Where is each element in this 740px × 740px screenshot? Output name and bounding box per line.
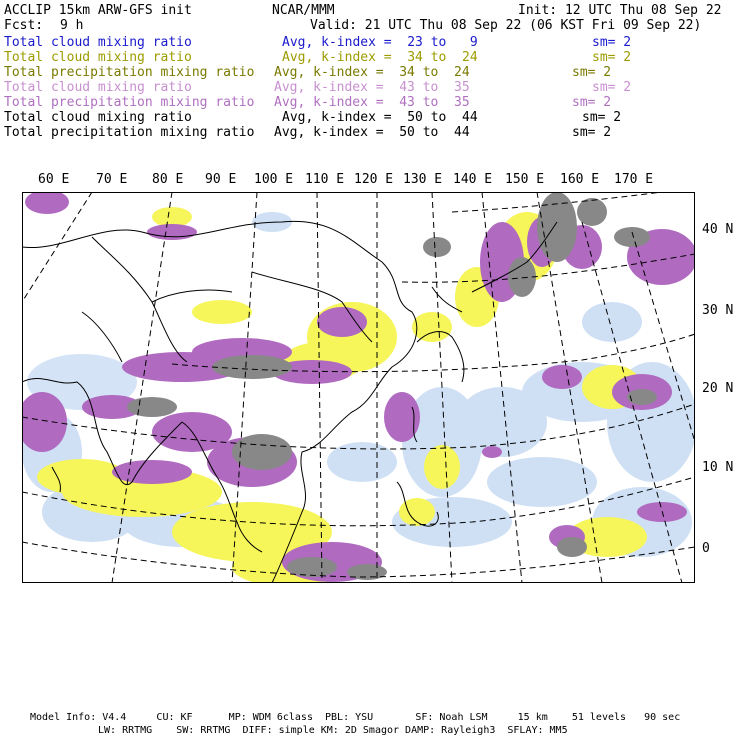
lon-label: 120 E	[354, 172, 394, 187]
legend-avg: Avg, k-index = 34 to 24	[274, 65, 470, 80]
legend-field-name: Total cloud mixing ratio	[4, 110, 192, 125]
legend-avg: Avg, k-index = 43 to 35	[274, 95, 470, 110]
model-info: Model Info: V4.4 CU: KF MP: WDM 6class PBL: YSU SF: Noah LSM 15 km 51 levels 90 sec	[30, 712, 681, 723]
legend-avg: Avg, k-index = 43 to 35	[274, 80, 470, 95]
legend-avg: Avg, k-index = 50 to 44	[282, 110, 478, 125]
legend-row	[4, 50, 736, 65]
legend-smoothing: sm= 2	[592, 35, 632, 50]
legend-smoothing: sm= 2	[592, 50, 632, 65]
org-label: NCAR/MMM	[272, 3, 335, 18]
lon-label: 110 E	[305, 172, 345, 187]
lon-label: 80 E	[152, 172, 184, 187]
legend-field-name: Total precipitation mixing ratio	[4, 65, 255, 80]
lat-label: 0	[702, 541, 710, 556]
legend-avg: Avg, k-index = 34 to 24	[282, 50, 478, 65]
legend-row	[4, 65, 736, 80]
legend-field-name: Total cloud mixing ratio	[4, 50, 192, 65]
lon-label: 140 E	[453, 172, 493, 187]
init-time: Init: 12 UTC Thu 08 Sep 22	[518, 3, 722, 18]
lat-label: 30 N	[702, 303, 734, 318]
forecast-label: Fcst:	[4, 18, 44, 33]
legend-smoothing: sm= 2	[592, 80, 632, 95]
forecast-map	[22, 192, 695, 583]
legend-row	[4, 110, 736, 125]
valid-time: Valid: 21 UTC Thu 08 Sep 22 (06 KST Fri 09 Sep 22)	[310, 18, 702, 33]
legend-field-name: Total cloud mixing ratio	[4, 80, 192, 95]
legend-smoothing: sm= 2	[572, 125, 612, 140]
legend-row	[4, 80, 736, 95]
lon-label: 60 E	[38, 172, 70, 187]
legend-avg: Avg, k-index = 23 to 9	[282, 35, 478, 50]
legend-smoothing: sm= 2	[582, 110, 622, 125]
lon-label: 100 E	[254, 172, 294, 187]
legend-field-name: Total precipitation mixing ratio	[4, 125, 255, 140]
legend-field-name: Total cloud mixing ratio	[4, 35, 192, 50]
lat-label: 10 N	[702, 460, 734, 475]
legend-smoothing: sm= 2	[572, 95, 612, 110]
forecast-hour: 9 h	[60, 18, 84, 33]
lat-label: 40 N	[702, 222, 734, 237]
lon-label: 70 E	[96, 172, 128, 187]
legend-field-name: Total precipitation mixing ratio	[4, 95, 255, 110]
lat-label: 20 N	[702, 381, 734, 396]
legend-row	[4, 95, 736, 110]
lon-label: 90 E	[205, 172, 237, 187]
legend-smoothing: sm= 2	[572, 65, 612, 80]
legend-row	[4, 35, 736, 50]
model-title: ACCLIP 15km ARW-GFS init	[4, 3, 192, 18]
lon-label: 150 E	[505, 172, 545, 187]
physics-info: LW: RRTMG SW: RRTMG DIFF: simple KM: 2D Smagor DAMP: Rayleigh3 SFLAY: MM5	[98, 725, 568, 736]
legend-row	[4, 125, 736, 140]
legend-avg: Avg, k-index = 50 to 44	[274, 125, 470, 140]
lon-label: 130 E	[403, 172, 443, 187]
lon-label: 170 E	[614, 172, 654, 187]
lon-label: 160 E	[560, 172, 600, 187]
